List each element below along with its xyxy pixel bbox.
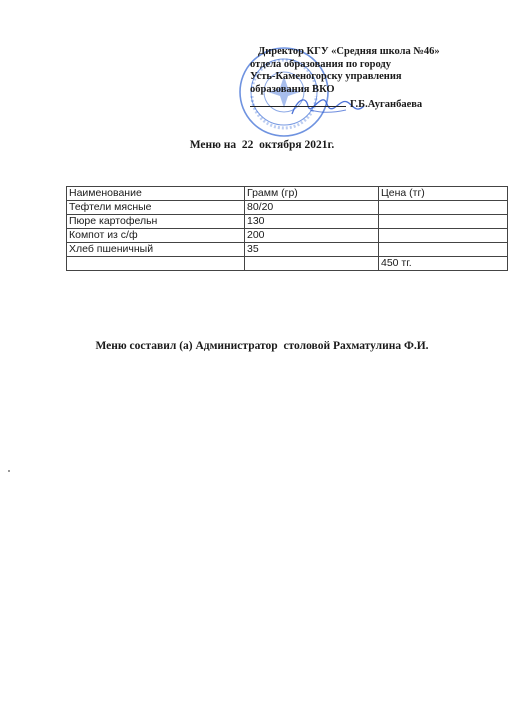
cell-gram: 35 — [245, 243, 379, 257]
header-name: Наименование — [67, 187, 245, 201]
table-row — [67, 201, 508, 215]
cell-gram: 130 — [245, 215, 379, 229]
table-row — [67, 243, 508, 257]
cell-name — [67, 257, 245, 271]
table-total-row — [67, 257, 508, 271]
table-row — [67, 215, 508, 229]
header-gram: Грамм (гр) — [245, 187, 379, 201]
approval-block — [250, 46, 500, 112]
cell-name: Пюре картофельн — [67, 215, 245, 229]
cell-name: Тефтели мясные — [67, 201, 245, 215]
menu-table — [66, 186, 508, 271]
signature-line-row — [250, 96, 500, 112]
signature-line — [250, 96, 346, 107]
cell-name: Хлеб пшеничный — [67, 243, 245, 257]
cell-gram — [245, 257, 379, 271]
header-price: Цена (тг) — [379, 187, 508, 201]
cell-price — [379, 215, 508, 229]
cell-gram: 200 — [245, 229, 379, 243]
approval-line-2: отдела образования по городу — [250, 58, 391, 70]
cell-total-price: 450 тг. — [379, 257, 508, 271]
cell-gram: 80/20 — [245, 201, 379, 215]
cell-price — [379, 243, 508, 257]
approval-line-1: Директор КГУ «Средняя школа №46» — [258, 46, 440, 57]
scan-speck — [8, 470, 10, 472]
cell-name: Компот из с/ф — [67, 229, 245, 243]
signer-name: Г.Б.Ауганбаева — [350, 99, 423, 110]
approval-line-3: Усть-Каменогорску управления — [250, 71, 402, 82]
cell-price — [379, 229, 508, 243]
table-header-row — [67, 187, 508, 201]
table-row — [67, 229, 508, 243]
cell-price — [379, 201, 508, 215]
menu-title: Меню на 22 октября 2021г. — [189, 139, 335, 151]
approval-line-4: образования ВКО — [250, 83, 335, 95]
menu-author-line: Меню составил (а) Администратор столовой Рахматулина Ф.И. — [95, 340, 429, 352]
